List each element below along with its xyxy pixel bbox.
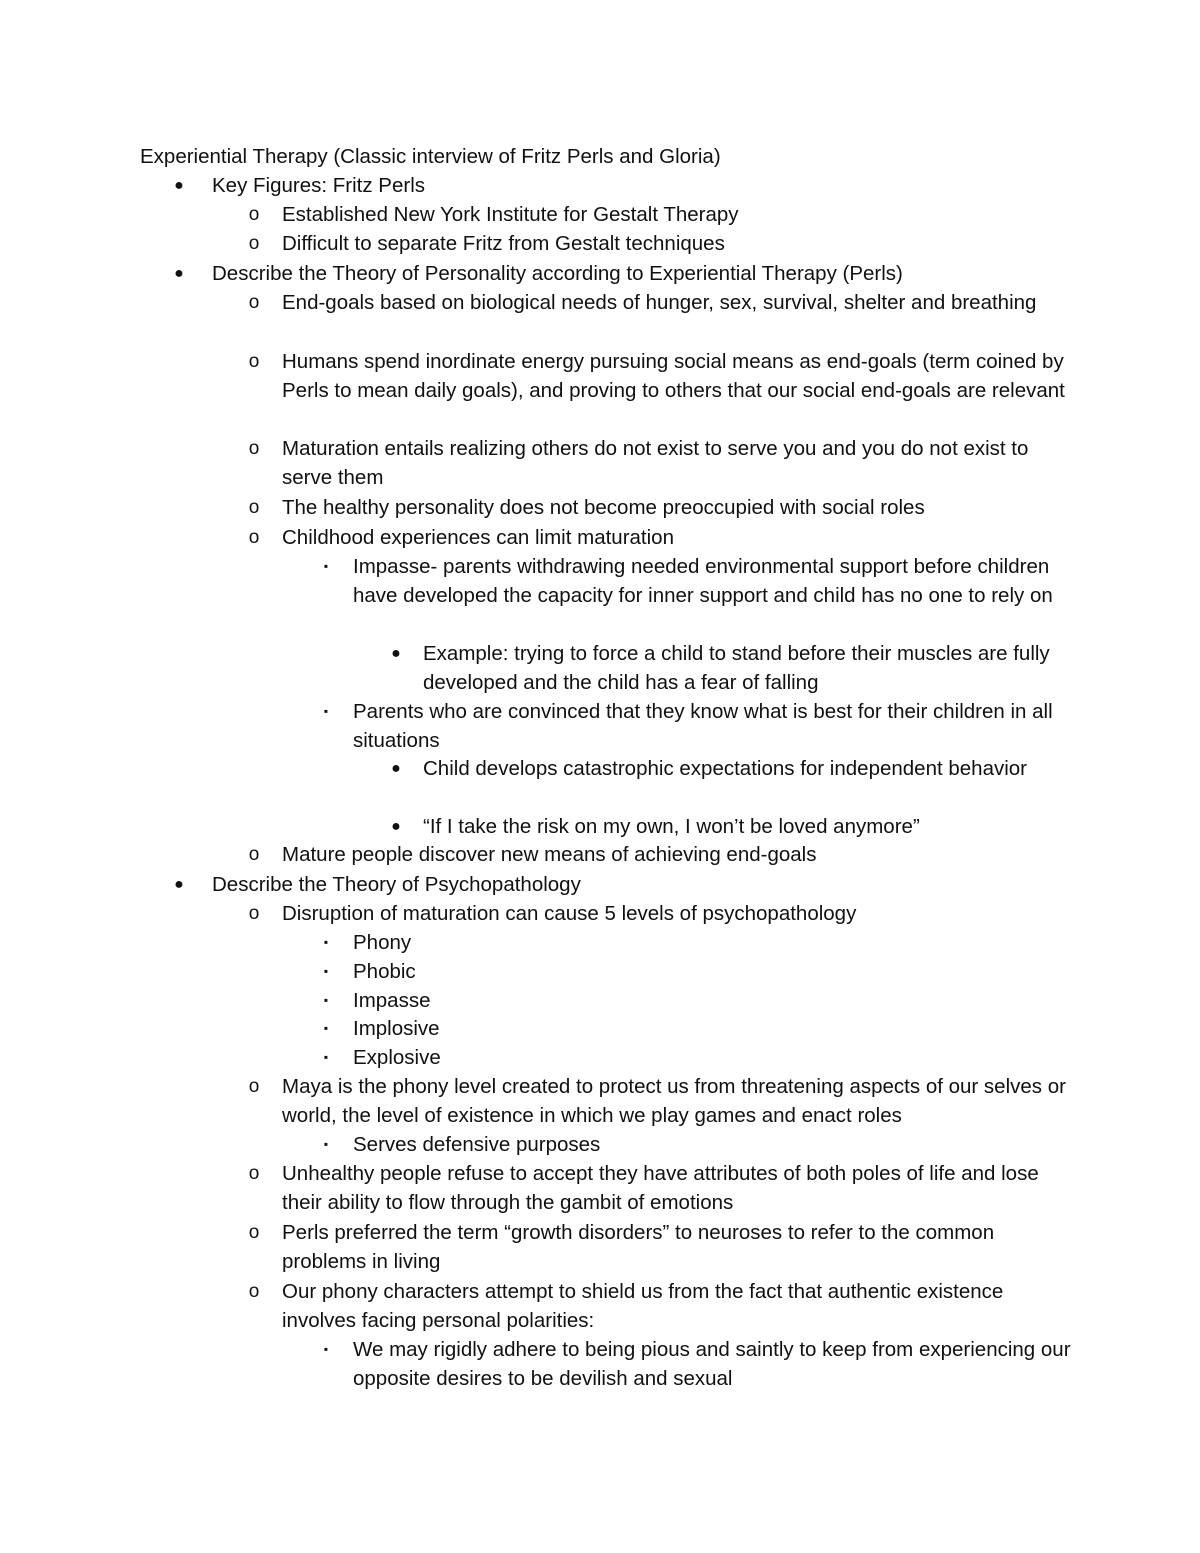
outline-item-text: Childhood experiences can limit maturation — [282, 526, 674, 549]
hollow-bullet-icon: o — [248, 292, 260, 313]
outline-item-level-2 — [248, 288, 1072, 317]
outline-item-text: Describe the Theory of Personality according to Experiential Therapy (Perls) — [212, 262, 903, 285]
outline-item-text: Difficult to separate Fritz from Gestalt techniques — [282, 232, 725, 255]
hollow-bullet-icon: o — [248, 1163, 260, 1184]
outline-item-level-3 — [323, 697, 1072, 755]
hollow-bullet-icon: o — [248, 438, 260, 459]
bullet-icon: ● — [391, 760, 401, 777]
outline-item-level-2 — [248, 1159, 1072, 1217]
outline-item-text: Explosive — [353, 1046, 441, 1069]
outline-item-text: Maturation entails realizing others do not exist to serve you and you do not exist to serve them — [282, 437, 1029, 490]
square-bullet-icon: ▪ — [323, 704, 329, 718]
outline-item-text: Unhealthy people refuse to accept they have attributes of both poles of life and lose their ability to flow through the gambit of emotions — [282, 1162, 1039, 1215]
outline-item-text: Impasse — [353, 989, 431, 1012]
outline-item-level-4 — [391, 639, 1072, 697]
outline-item-level-2 — [248, 1277, 1072, 1335]
outline-item-text: Example: trying to force a child to stand before their muscles are fully developed and the child has a fear of falling — [423, 642, 1050, 695]
outline-item-level-1 — [174, 870, 1072, 899]
outline-item-level-2 — [248, 1218, 1072, 1276]
outline-item-level-1 — [174, 171, 1072, 200]
square-bullet-icon: ▪ — [323, 559, 329, 573]
outline-item-text: Perls preferred the term “growth disorders” to neuroses to refer to the common problems in living — [282, 1221, 995, 1274]
square-bullet-icon: ▪ — [323, 935, 329, 949]
outline-item-level-2 — [248, 840, 1072, 869]
outline-item-text: Key Figures: Fritz Perls — [212, 174, 426, 197]
bullet-icon: ● — [174, 177, 184, 194]
outline-item-level-2 — [248, 229, 1072, 258]
outline-item-text: Disruption of maturation can cause 5 levels of psychopathology — [282, 902, 857, 925]
outline-item-text: Implosive — [353, 1017, 440, 1040]
hollow-bullet-icon: o — [248, 1281, 260, 1302]
outline-item-level-3 — [323, 928, 1072, 957]
hollow-bullet-icon: o — [248, 351, 260, 372]
outline-item-level-1 — [174, 259, 1072, 288]
outline-item-text: “If I take the risk on my own, I won’t be loved anymore” — [423, 815, 920, 838]
document-title: Experiential Therapy (Classic interview of Fritz Perls and Gloria) — [140, 145, 721, 168]
outline-item-level-3 — [323, 1130, 1072, 1159]
hollow-bullet-icon: o — [248, 204, 260, 225]
outline-item-text: Child develops catastrophic expectations for independent behavior — [423, 757, 1027, 780]
outline-item-level-3 — [323, 1014, 1072, 1043]
square-bullet-icon: ▪ — [323, 964, 329, 978]
outline-item-level-2 — [248, 523, 1072, 552]
outline-item-text: Humans spend inordinate energy pursuing social means as end-goals (term coined by Perls to mean daily goals), and proving to others that our social end-goals are relevant — [282, 350, 1065, 403]
square-bullet-icon: ▪ — [323, 1021, 329, 1035]
outline-item-text: Mature people discover new means of achieving end-goals — [282, 843, 817, 866]
outline-item-level-2 — [248, 899, 1072, 928]
outline-item-level-2 — [248, 200, 1072, 229]
hollow-bullet-icon: o — [248, 233, 260, 254]
hollow-bullet-icon: o — [248, 1222, 260, 1243]
outline-item-level-3 — [323, 552, 1072, 610]
bullet-icon: ● — [391, 645, 401, 662]
outline-item-text: Serves defensive purposes — [353, 1133, 601, 1156]
bullet-icon: ● — [174, 265, 184, 282]
square-bullet-icon: ▪ — [323, 1342, 329, 1356]
bullet-icon: ● — [174, 876, 184, 893]
bullet-icon: ● — [391, 818, 401, 835]
outline-item-text: We may rigidly adhere to being pious and saintly to keep from experiencing our opposite desires to be devilish and sexual — [353, 1338, 1071, 1391]
hollow-bullet-icon: o — [248, 497, 260, 518]
outline-item-text: The healthy personality does not become preoccupied with social roles — [282, 496, 925, 519]
square-bullet-icon: ▪ — [323, 1137, 329, 1151]
outline-item-level-4 — [391, 754, 1072, 783]
outline-item-level-2 — [248, 1072, 1072, 1130]
outline-item-level-2 — [248, 434, 1072, 492]
outline-item-text: Phony — [353, 931, 412, 954]
outline-item-level-3 — [323, 1335, 1072, 1393]
outline-item-text: Describe the Theory of Psychopathology — [212, 873, 581, 896]
outline-item-text: Established New York Institute for Gestalt Therapy — [282, 203, 739, 226]
outline-item-text: Phobic — [353, 960, 416, 983]
outline-item-text: Impasse- parents withdrawing needed environmental support before children have developed the capacity for inner support and child has no one to rely on — [353, 555, 1053, 608]
outline-item-level-2 — [248, 347, 1072, 405]
hollow-bullet-icon: o — [248, 1076, 260, 1097]
outline-item-text: Maya is the phony level created to protect us from threatening aspects of our selves or world, the level of existence in which we play games and enact roles — [282, 1075, 1066, 1128]
outline-item-level-3 — [323, 1043, 1072, 1072]
outline-item-level-3 — [323, 986, 1072, 1015]
outline-item-level-4 — [391, 812, 1072, 841]
outline-item-level-2 — [248, 493, 1072, 522]
outline-item-level-3 — [323, 957, 1072, 986]
outline-item-text: Our phony characters attempt to shield us from the fact that authentic existence involves facing personal polarities: — [282, 1280, 1004, 1333]
outline-item-text: End-goals based on biological needs of hunger, sex, survival, shelter and breathing — [282, 291, 1037, 314]
hollow-bullet-icon: o — [248, 844, 260, 865]
square-bullet-icon: ▪ — [323, 993, 329, 1007]
hollow-bullet-icon: o — [248, 527, 260, 548]
outline-item-text: Parents who are convinced that they know what is best for their children in all situations — [353, 700, 1053, 753]
hollow-bullet-icon: o — [248, 903, 260, 924]
square-bullet-icon: ▪ — [323, 1050, 329, 1064]
